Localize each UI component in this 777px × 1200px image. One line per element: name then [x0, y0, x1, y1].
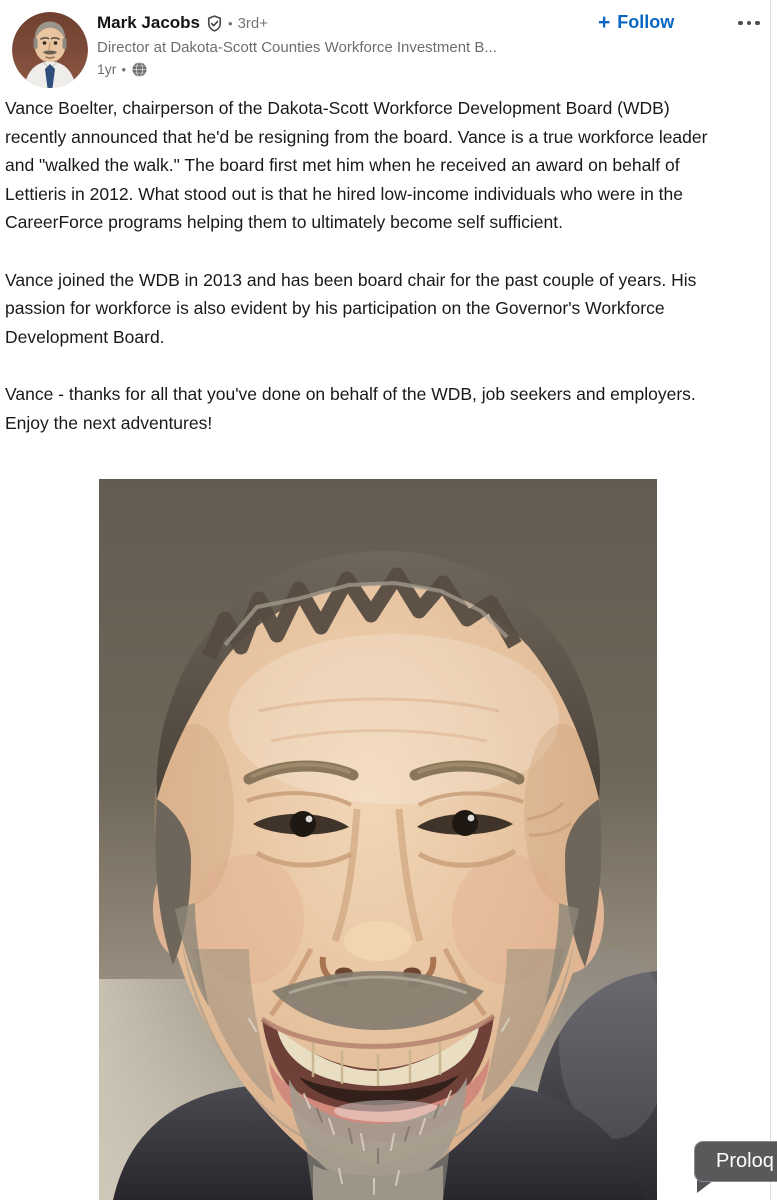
- post-time: 1yr: [97, 61, 117, 77]
- plus-icon: +: [598, 10, 611, 34]
- avatar-image: [12, 12, 88, 88]
- connection-degree: 3rd+: [237, 14, 269, 32]
- globe-public-icon: [131, 61, 148, 78]
- author-headline: Director at Dakota-Scott Counties Workforce Investment B...: [97, 39, 497, 56]
- time-separator: •: [121, 61, 127, 77]
- ellipsis-menu-icon: [738, 21, 743, 26]
- overflow-menu-button[interactable]: [731, 10, 767, 36]
- tooltip: [694, 1141, 777, 1182]
- tooltip-label: Proloq: [716, 1150, 774, 1172]
- follow-button[interactable]: [596, 8, 676, 37]
- selfie-photo-illustration: [99, 479, 657, 1200]
- post-paragraph: Vance - thanks for all that you've done on behalf of the WDB, job seekers and employers. Enjoy the next adventures!: [5, 383, 696, 433]
- card-right-border: [770, 0, 771, 1200]
- degree-separator: •: [228, 15, 233, 31]
- post-image[interactable]: [99, 479, 657, 1200]
- author-meta: [97, 11, 497, 78]
- post-paragraph: Vance joined the WDB in 2013 and has been board chair for the past couple of years. His passion for workforce is also evident by his participation on the Governor's Workforce Development Board.: [5, 269, 697, 347]
- verified-shield-check-icon: [206, 15, 223, 32]
- author-avatar[interactable]: [12, 12, 88, 88]
- follow-label: Follow: [617, 12, 675, 32]
- post-text: [5, 94, 727, 437]
- author-name[interactable]: Mark Jacobs: [97, 13, 200, 32]
- post-paragraph: Vance Boelter, chairperson of the Dakota-Scott Workforce Development Board (WDB) recently announced that he'd be resigning from the board. Vance is a true workforce leader and "walked the walk." The board first met him when he received an award on behalf of Lettieris in 2012. What stood out is that he hired low-income individuals who were in the CareerForce programs helping them to ultimately become self sufficient.: [5, 98, 708, 233]
